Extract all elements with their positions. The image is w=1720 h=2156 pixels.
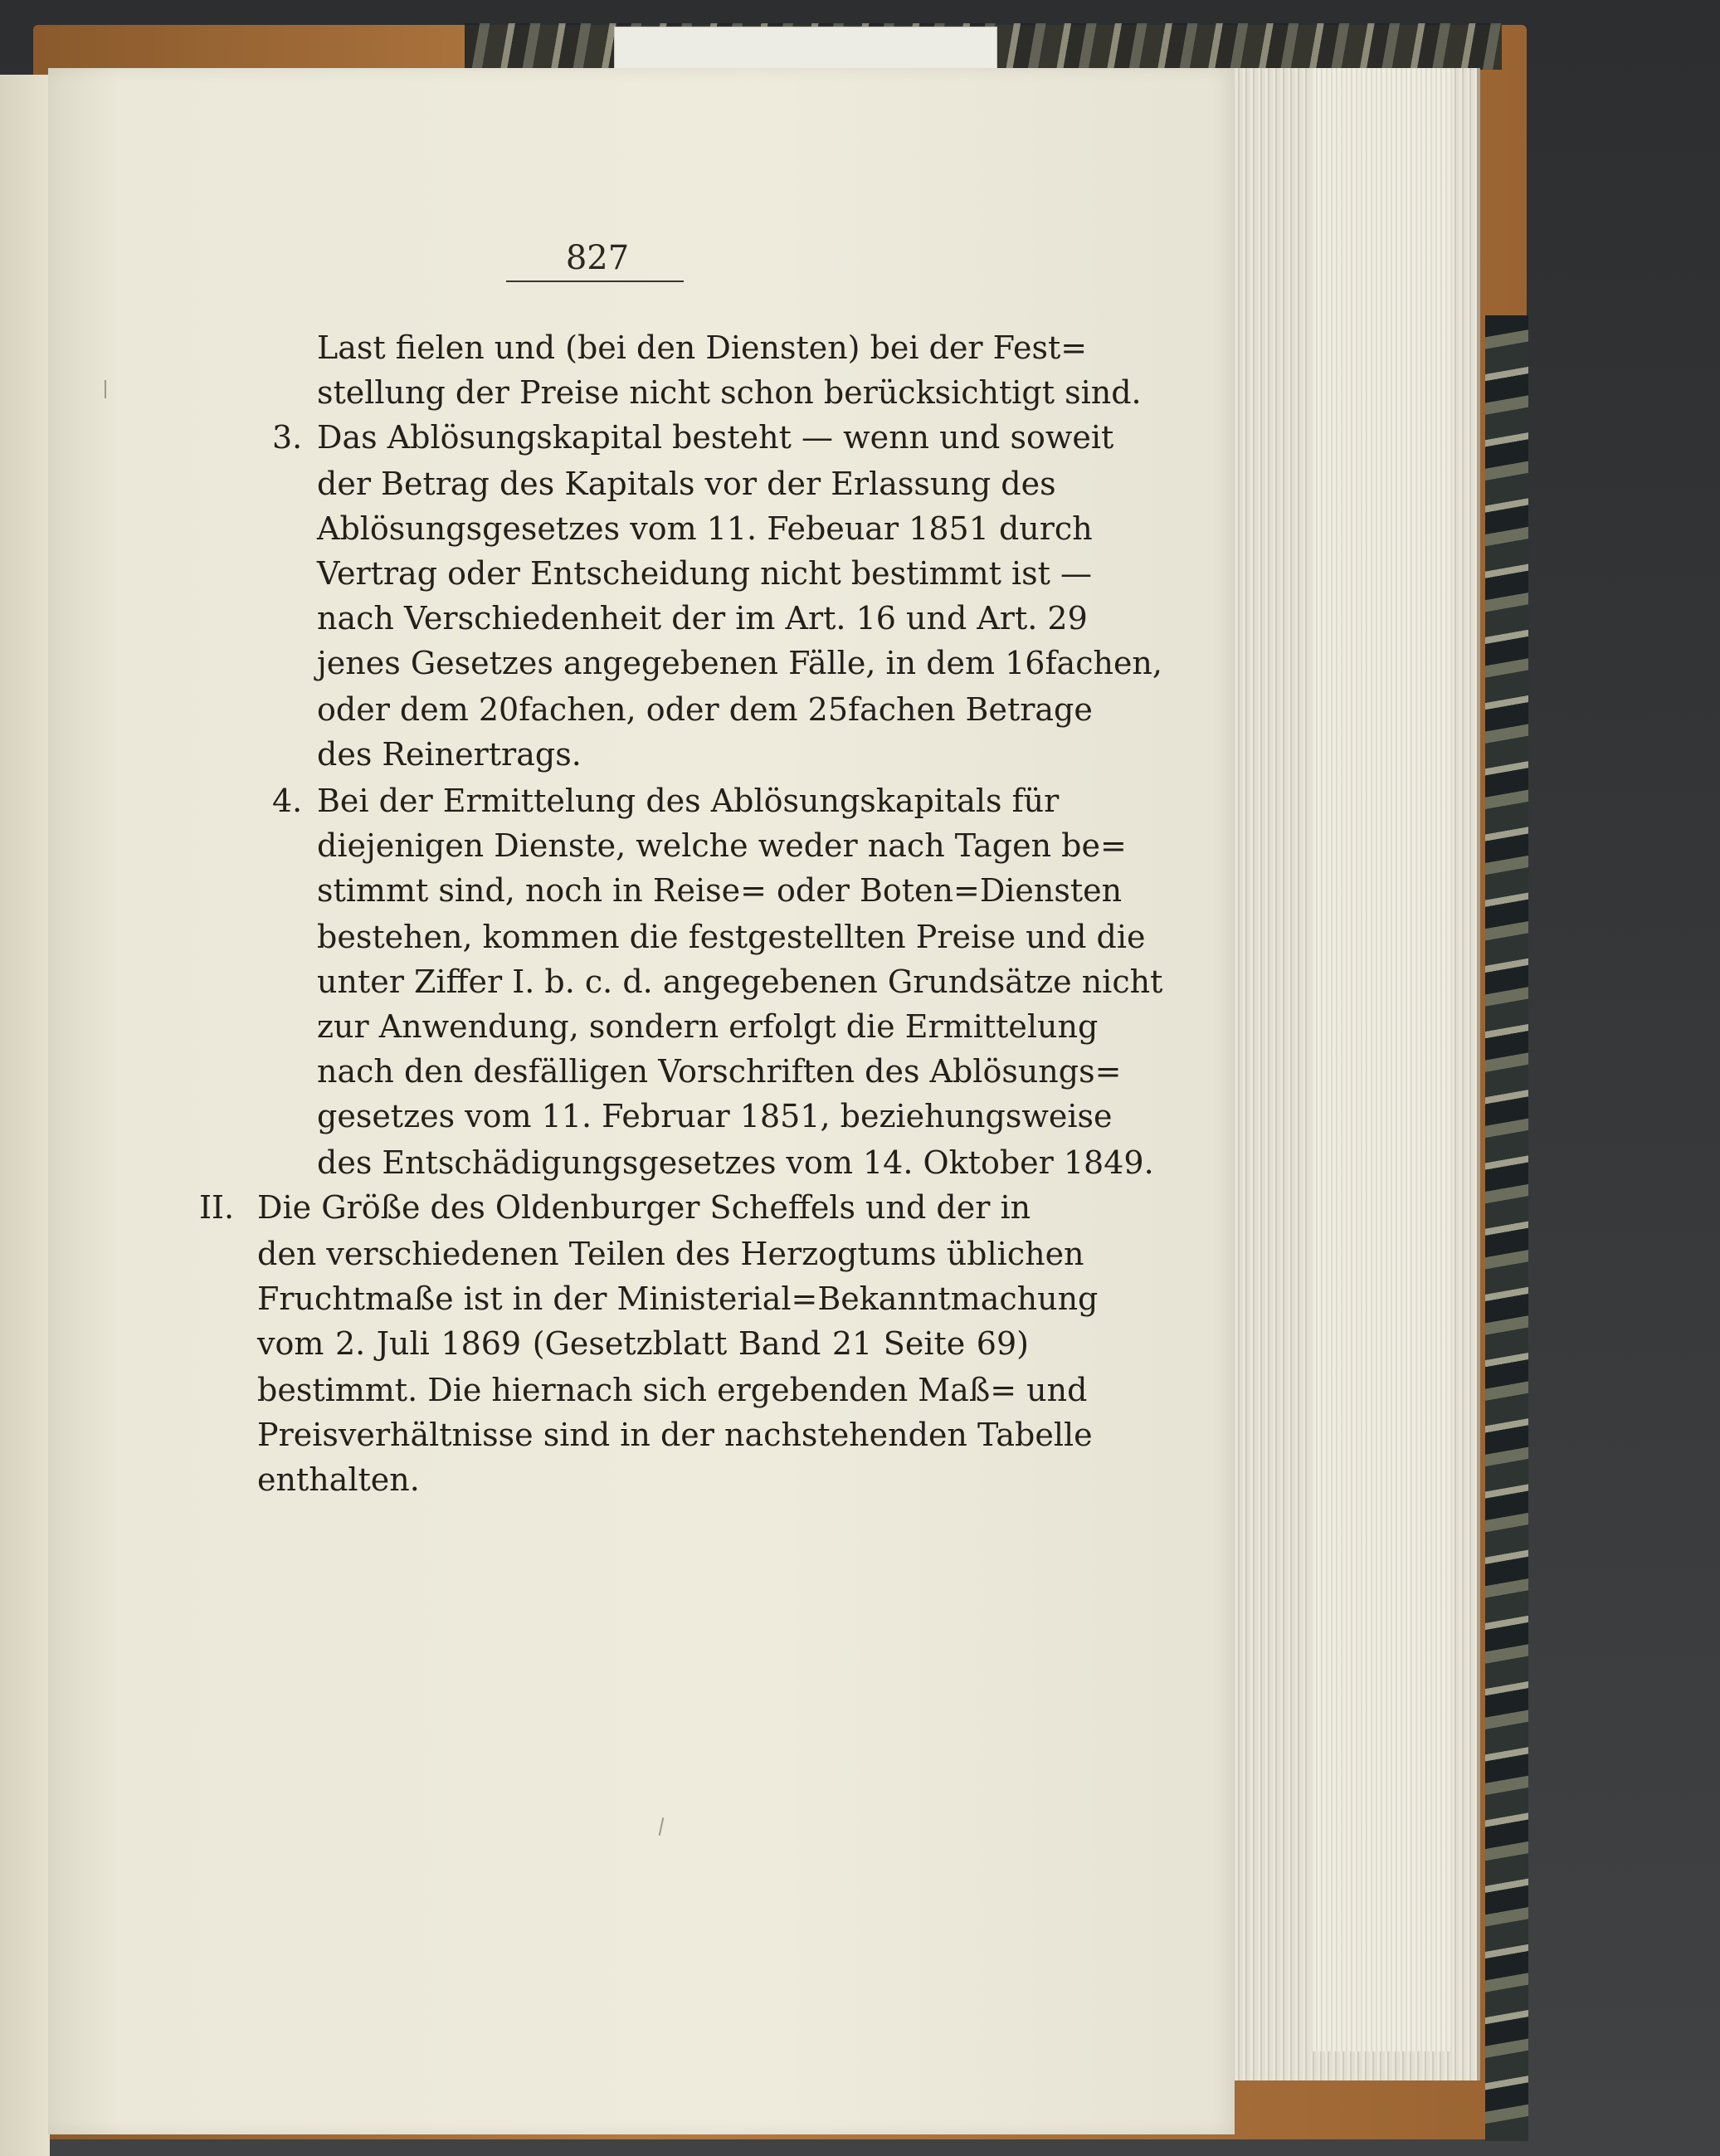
text-line: zur Anwendung, sondern erfolgt die Ermittelung bbox=[317, 1008, 1099, 1045]
text-line: des Entschädigungsgesetzes vom 14. Oktober 1849. bbox=[317, 1144, 1154, 1181]
text-line: nach Verschiedenheit der im Art. 16 und Art. 29 bbox=[317, 600, 1088, 637]
text-line: Ablösungsgesetzes vom 11. Febeuar 1851 durch bbox=[317, 510, 1093, 547]
text-line: vom 2. Juli 1869 (Gesetzblatt Band 21 Seite 69) bbox=[257, 1325, 1029, 1362]
text-line: stellung der Preise nicht schon berücksichtigt sind. bbox=[317, 374, 1142, 411]
item-number: 4. bbox=[272, 783, 303, 819]
text-line: stimmt sind, noch in Reise= oder Boten=Diensten bbox=[317, 872, 1123, 909]
text-line: Last fielen und (bei den Diensten) bei der Fest= bbox=[317, 329, 1088, 366]
text-line: Fruchtmaße ist in der Ministerial=Bekanntmachung bbox=[257, 1280, 1099, 1317]
page-number: 827 bbox=[565, 239, 630, 277]
text-line: der Betrag des Kapitals vor der Erlassung des bbox=[317, 466, 1056, 502]
text-line: unter Ziffer I. b. c. d. angegebenen Grundsätze nicht bbox=[317, 963, 1163, 1000]
text-line: diejenigen Dienste, welche weder nach Tagen be= bbox=[317, 827, 1127, 864]
text-line: bestimmt. Die hiernach sich ergebenden Maß= und bbox=[257, 1372, 1088, 1408]
text-line: jenes Gesetzes angegebenen Fälle, in dem 16fachen, bbox=[317, 645, 1162, 681]
text-line: oder dem 20fachen, oder dem 25fachen Betrage bbox=[317, 691, 1093, 728]
section-number: II. bbox=[199, 1189, 235, 1226]
text-line: des Reinertrags. bbox=[317, 736, 582, 773]
text-line: nach den desfälligen Vorschriften des Ablösungs= bbox=[317, 1053, 1122, 1090]
text-line: Bei der Ermittelung des Ablösungskapitals für bbox=[317, 783, 1060, 819]
margin-mark bbox=[659, 1817, 665, 1836]
text-line: den verschiedenen Teilen des Herzogtums üblichen bbox=[257, 1236, 1084, 1272]
text-line: bestehen, kommen die festgestellten Preise und die bbox=[317, 919, 1146, 955]
text-line: Preisverhältnisse sind in der nachstehenden Tabelle bbox=[257, 1417, 1093, 1453]
item-number: 3. bbox=[272, 419, 303, 456]
text-line: Das Ablösungskapital besteht — wenn und soweit bbox=[317, 419, 1114, 456]
text-line: enthalten. bbox=[257, 1461, 420, 1498]
text-line: gesetzes vom 11. Februar 1851, beziehungsweise bbox=[317, 1098, 1113, 1134]
header-rule bbox=[506, 280, 684, 282]
margin-mark bbox=[105, 380, 106, 398]
text-line: Die Größe des Oldenburger Scheffels und der in bbox=[257, 1189, 1031, 1226]
text-line: Vertrag oder Entscheidung nicht bestimmt ist — bbox=[317, 555, 1092, 592]
